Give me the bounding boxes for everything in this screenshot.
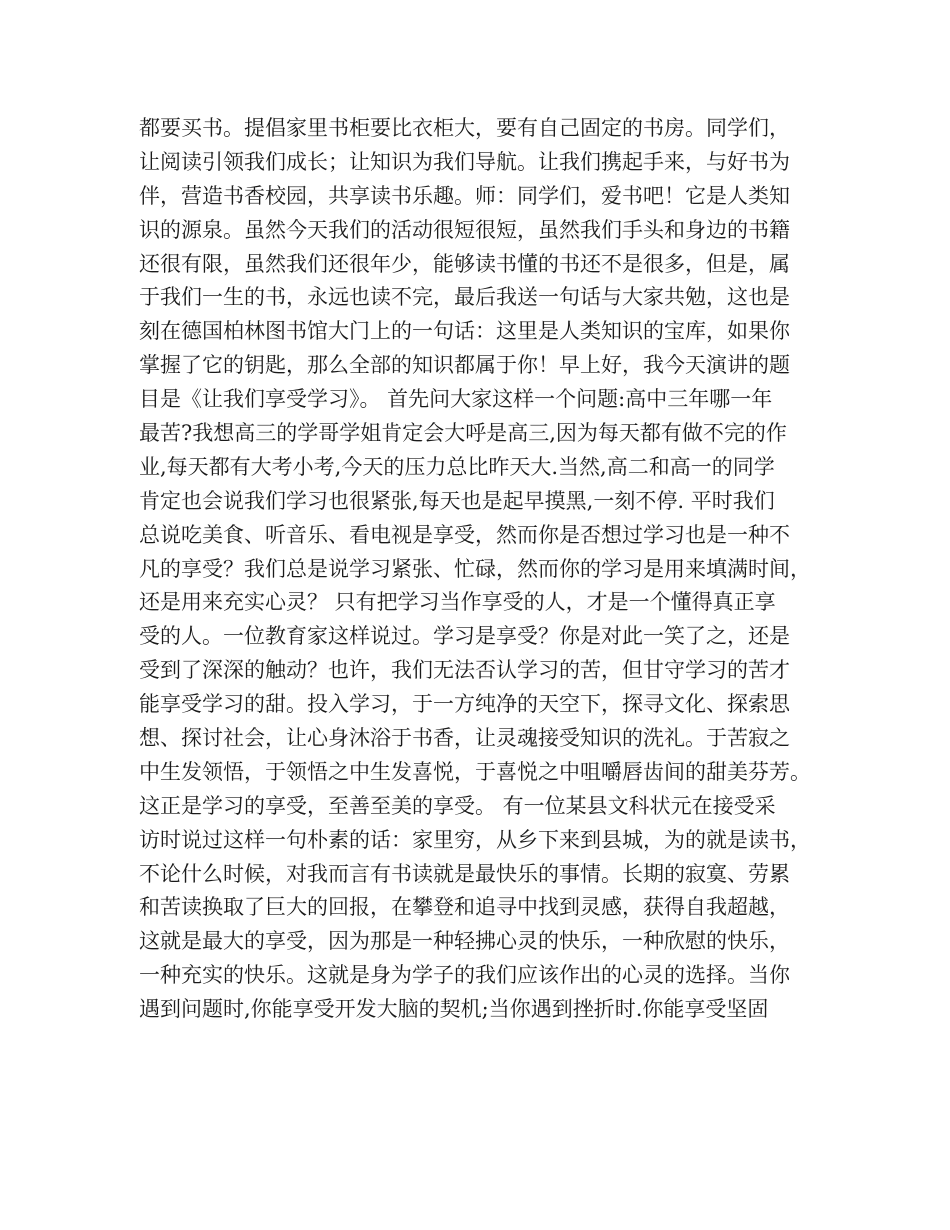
text-line: 业,每天都有大考小考,今天的压力总比昨天大.当然,高二和高一的同学 (139, 454, 775, 479)
text-line: 识的源泉。虽然今天我们的活动很短很短，虽然我们手头和身边的书籍 (139, 217, 790, 242)
text-line: 掌握了它的钥匙，那么全部的知识都属于你！早上好，我今天演讲的题 (139, 353, 790, 378)
text-line: 这就是最大的享受，因为那是一种轻拂心灵的快乐，一种欣慰的快乐， (139, 929, 790, 954)
text-line: 伴，营造书香校园，共享读书乐趣。师：同学们，爱书吧！它是人类知 (139, 183, 790, 208)
text-line: 肯定也会说我们学习也很紧张,每天也是起早摸黑,一刻不停. 平时我们 (139, 488, 775, 513)
text-line: 受的人。一位教育家这样说过。学习是享受？你是对此一笑了之，还是 (139, 624, 790, 649)
text-line: 凡的享受？我们总是说学习紧张、忙碌，然而你的学习是用来填满时间， (139, 556, 811, 581)
text-line: 访时说过这样一句朴素的话：家里穷，从乡下来到县城，为的就是读书， (139, 827, 811, 852)
body-text (139, 112, 829, 1027)
text-line: 中生发领悟，于领悟之中生发喜悦，于喜悦之中咀嚼唇齿间的甜美芬芳。 (139, 759, 811, 784)
text-line: 想、探讨社会，让心身沐浴于书香，让灵魂接受知识的洗礼。于苦寂之 (139, 726, 790, 751)
text-line: 遇到问题时,你能享受开发大脑的契机;当你遇到挫折时.你能享受坚固 (139, 997, 769, 1022)
text-line: 受到了深深的触动？也许，我们无法否认学习的苦，但甘守学习的苦才 (139, 658, 790, 683)
text-line: 最苦?我想高三的学哥学姐肯定会大呼是高三,因为每天都有做不完的作 (139, 421, 787, 446)
text-line: 目是《让我们享受学习》。 首先问大家这样一个问题:高中三年哪一年 (139, 387, 773, 412)
text-line: 刻在德国柏林图书馆大门上的一句话：这里是人类知识的宝库，如果你 (139, 319, 790, 344)
text-line: 于我们一生的书，永远也读不完，最后我送一句话与大家共勉，这也是 (139, 285, 790, 310)
text-line: 和苦读换取了巨大的回报，在攀登和追寻中找到灵感，获得自我超越， (139, 895, 790, 920)
text-line: 能享受学习的甜。投入学习，于一方纯净的天空下，探寻文化、探索思 (139, 692, 790, 717)
text-line: 让阅读引领我们成长；让知识为我们导航。让我们携起手来，与好书为 (139, 149, 790, 174)
text-line: 还是用来充实心灵？ 只有把学习当作享受的人，才是一个懂得真正享 (139, 590, 776, 615)
text-line: 还很有限，虽然我们还很年少，能够读书懂的书还不是很多，但是，属 (139, 251, 790, 276)
text-line: 这正是学习的享受，至善至美的享受。 有一位某县文科状元在接受采 (139, 793, 776, 818)
text-line: 一种充实的快乐。这就是身为学子的我们应该作出的心灵的选择。当你 (139, 963, 790, 988)
text-line: 总说吃美食、听音乐、看电视是享受，然而你是否想过学习也是一种不 (139, 522, 790, 547)
text-line: 不论什么时候，对我而言有书读就是最快乐的事情。长期的寂寞、劳累 (139, 861, 790, 886)
text-line: 都要买书。提倡家里书柜要比衣柜大，要有自己固定的书房。同学们， (139, 116, 790, 140)
